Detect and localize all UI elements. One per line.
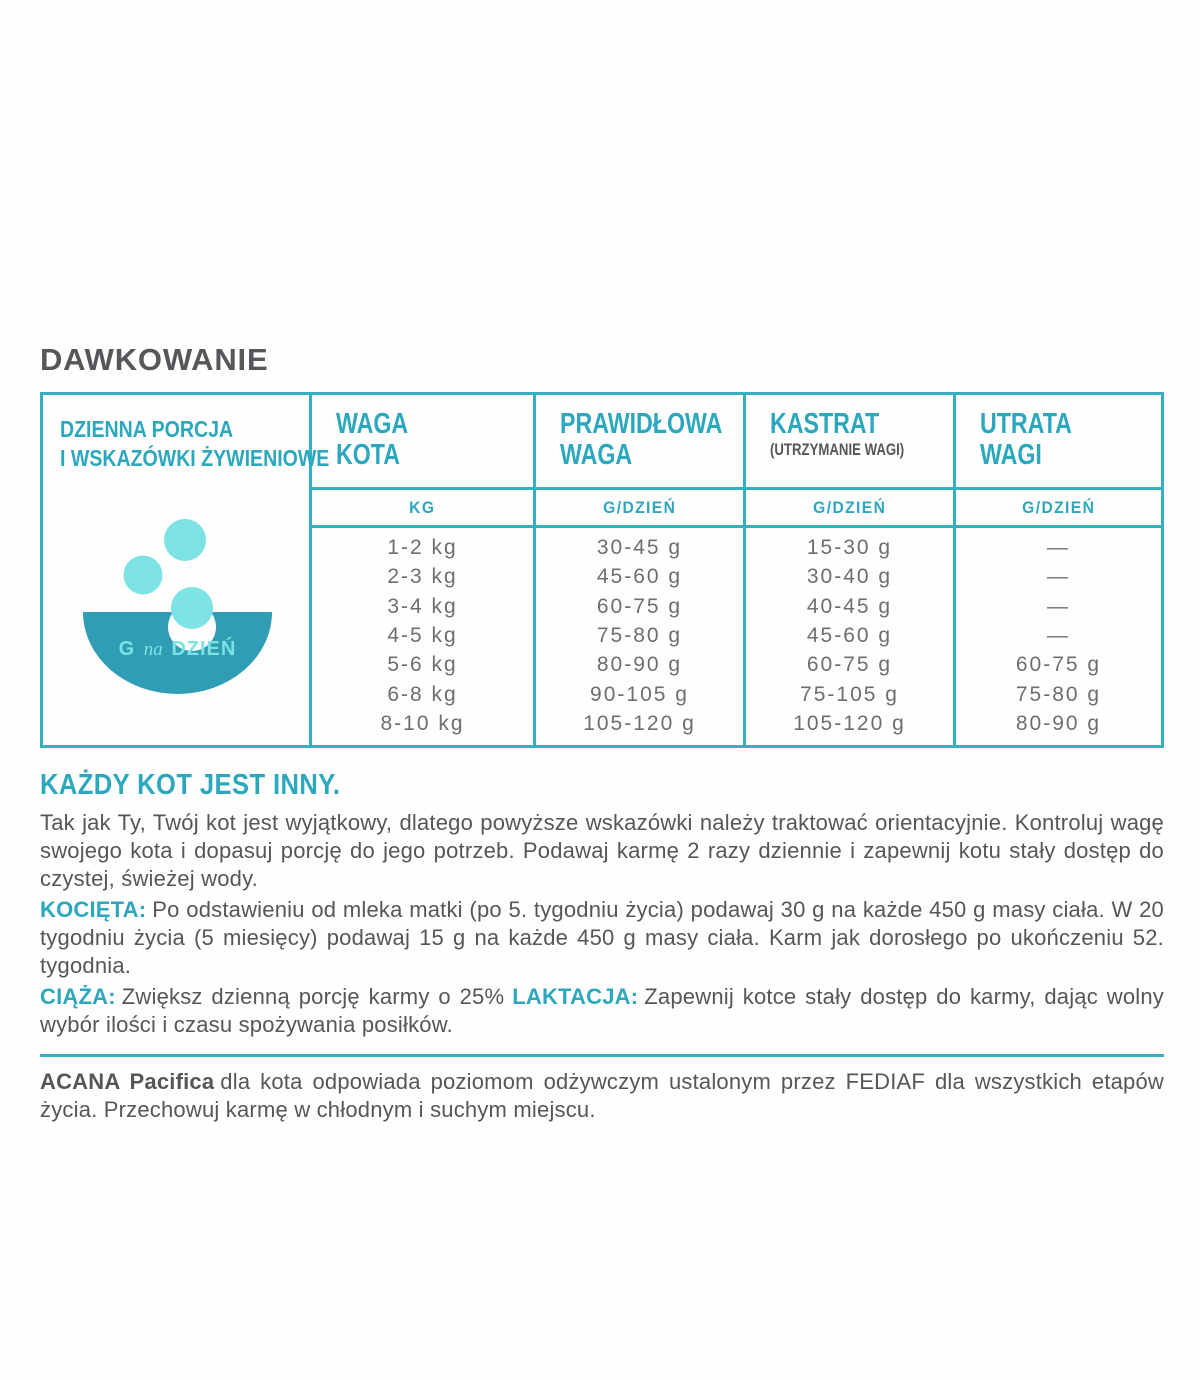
header-line: UTRATA: [980, 408, 1072, 440]
lactation-label: LAKTACJA:: [512, 984, 639, 1009]
table-cell: 80-90 g: [596, 653, 683, 677]
table-cell: 1-2 kg: [387, 535, 458, 559]
column-header-kastrat: [746, 395, 956, 490]
header-note: (UTRZYMANIE WAGI): [770, 441, 905, 459]
kittens-paragraph: [40, 896, 1164, 980]
table-cell: —: [1047, 565, 1070, 589]
pregnancy-label: CIĄŻA:: [40, 984, 116, 1009]
table-cell: 6-8 kg: [387, 682, 458, 706]
column-header-prawidlowa-waga: [536, 395, 746, 490]
header-line: WAGI: [980, 439, 1042, 471]
table-cell: 30-45 g: [596, 535, 683, 559]
lactation-text: Zapewnij kotce stały dostęp do karmy, dając wolny wybór ilości i czasu spożywania posiłków.: [40, 984, 1164, 1037]
page-title: DAWKOWANIE: [40, 342, 269, 377]
table-cell: 40-45 g: [806, 594, 893, 618]
table-cell: 80-90 g: [1015, 712, 1102, 736]
table-cell: 75-80 g: [1015, 682, 1102, 706]
kittens-text: Po odstawieniu od mleka matki (po 5. tygodniu życia) podawaj 30 g na każde 450 g masy ciała. W 20 tygodniu życia (5 miesięcy) podawaj 15 g na każde 450 g masy ciała. Karm jak dorosłego po ukończeniu 52. tygodnia.: [40, 897, 1164, 978]
bowl-label-na: na: [143, 639, 163, 660]
table-cell: 3-4 kg: [387, 594, 458, 618]
table-cell: 45-60 g: [806, 623, 893, 647]
table-cell: —: [1047, 594, 1070, 618]
pregnancy-text: Zwiększ dzienną porcję karmy o 25%: [121, 984, 505, 1009]
header-line: KASTRAT: [770, 408, 880, 440]
table-cell: 15-30 g: [806, 535, 893, 559]
unit-cell-gdzien-3: G/DZIEŃ: [956, 490, 1161, 528]
table-cell: 5-6 kg: [387, 653, 458, 677]
header-line: PRAWIDŁOWA: [560, 408, 723, 440]
table-cell: 45-60 g: [596, 565, 683, 589]
unit-cell-kg: KG: [312, 490, 536, 528]
dosing-table-intro-cell: [43, 395, 330, 745]
data-column-waga-kota: [312, 528, 536, 745]
footer-text: dla kota odpowiada poziomom odżywczym ustalonym przez FEDIAF dla wszystkich etapów życia. Przechowuj karmę w chłodnym i suchym miejscu.: [40, 1069, 1164, 1122]
header-line: WAGA: [560, 439, 633, 471]
table-cell: 60-75 g: [1015, 653, 1102, 677]
bowl-label-dzien: DZIEŃ: [171, 638, 237, 660]
table-cell: —: [1047, 623, 1070, 647]
bowl-label: [83, 638, 272, 661]
data-column-utrata-wagi: [956, 528, 1161, 745]
table-cell: —: [1047, 535, 1070, 559]
intro-heading: [43, 395, 330, 473]
teal-divider: [40, 1054, 1164, 1057]
footer-brand: ACANA Pacifica: [40, 1069, 215, 1094]
table-cell: 60-75 g: [806, 653, 893, 677]
pregnancy-lactation-paragraph: [40, 983, 1164, 1039]
table-cell: 60-75 g: [596, 594, 683, 618]
intro-paragraph: [40, 809, 1164, 893]
section-heading: KAŻDY KOT JEST INNY.: [40, 769, 341, 801]
content-area: [40, 342, 1164, 1127]
table-cell: 30-40 g: [806, 565, 893, 589]
footer-paragraph: [40, 1068, 1164, 1124]
table-cell: 2-3 kg: [387, 565, 458, 589]
food-bowl-icon: [43, 495, 309, 705]
data-column-kastrat: [746, 528, 956, 745]
dosing-table: [40, 392, 1164, 748]
table-cell: 75-80 g: [596, 623, 683, 647]
kittens-label: KOCIĘTA:: [40, 897, 147, 922]
table-cell: 105-120 g: [793, 712, 906, 736]
column-header-utrata-wagi: [956, 395, 1161, 490]
table-cell: 75-105 g: [800, 682, 899, 706]
table-cell: 90-105 g: [590, 682, 689, 706]
bowl-label-g: G: [118, 638, 136, 660]
unit-cell-gdzien-1: G/DZIEŃ: [536, 490, 746, 528]
table-cell: 105-120 g: [583, 712, 696, 736]
unit-cell-gdzien-2: G/DZIEŃ: [746, 490, 956, 528]
column-header-waga-kota: [312, 395, 536, 490]
header-line: WAGA: [336, 408, 409, 440]
header-line: KOTA: [336, 439, 401, 471]
intro-heading-line1: DZIENNA PORCJA: [60, 416, 234, 442]
intro-paragraph-text: Tak jak Ty, Twój kot jest wyjątkowy, dlatego powyższe wskazówki należy traktować orientacyjnie. Kontroluj wagę swojego kota i dopasuj porcję do jego potrzeb. Podawaj karmę 2 razy dziennie i zapewnij kotu stały dostęp do czystej, świeżej wody.: [40, 810, 1164, 891]
intro-heading-line2: I WSKAZÓWKI ŻYWIENIOWE: [60, 445, 330, 471]
table-cell: 8-10 kg: [380, 712, 465, 736]
table-cell: 4-5 kg: [387, 623, 458, 647]
data-column-prawidlowa-waga: [536, 528, 746, 745]
